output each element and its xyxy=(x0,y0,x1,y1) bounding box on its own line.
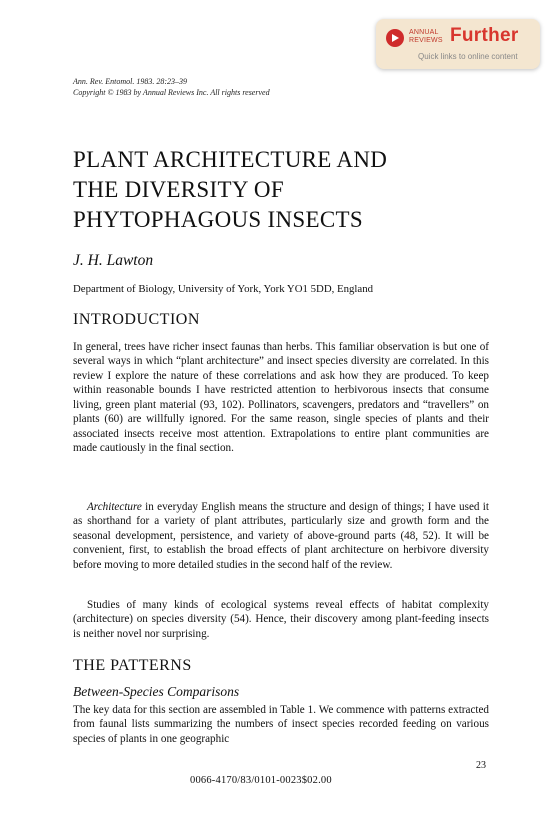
section-heading-introduction: INTRODUCTION xyxy=(73,311,200,328)
author-name: J. H. Lawton xyxy=(73,252,154,269)
copyright-line: Copyright © 1983 by Annual Reviews Inc. All rights reserved xyxy=(73,88,270,97)
patterns-paragraph-1 xyxy=(73,703,489,746)
badge-further-label: Further xyxy=(450,25,519,46)
intro-paragraph-1-text: In general, trees have richer insect faunas than herbs. This familiar observation is but one of several ways in which “plant architecture” and insect species diversity are correlated. In this review I explore the nature of these correlations and ask how they are produced. To keep within reasonable bounds I have restricted attention to herbivorous insects that consume living, green plant material (93, 102). Pollinators, scavengers, predators and “travellers” on plants (60) are willfully ignored. For the same reason, single species of plants and their associated insects receive most attention. Extrapolations to entire plant communities are made cautiously in the final section. xyxy=(73,341,489,455)
architecture-term: Architecture xyxy=(87,501,142,513)
intro-paragraph-3 xyxy=(73,598,489,641)
article-code-footer: 0066-4170/83/0101-0023$02.00 xyxy=(190,775,332,786)
badge-subtitle: Quick links to online content xyxy=(418,52,518,61)
annual-reviews-further-badge[interactable] xyxy=(376,19,540,69)
intro-paragraph-2 xyxy=(73,500,489,572)
badge-line-annual: ANNUAL xyxy=(409,29,439,36)
subsection-heading-between-species: Between-Species Comparisons xyxy=(73,684,240,699)
author-affiliation: Department of Biology, University of York, York YO1 5DD, England xyxy=(73,283,373,295)
page-number: 23 xyxy=(476,760,486,771)
section-heading-patterns: THE PATTERNS xyxy=(73,657,192,674)
patterns-paragraph-1-text: The key data for this section are assembled in Table 1. We commence with patterns extracted from faunal lists summarizing the numbers of insect species recorded feeding on various species of plants in one geographic xyxy=(73,704,489,745)
badge-brand-small xyxy=(409,29,443,45)
badge-line-reviews: REVIEWS xyxy=(409,37,443,44)
intro-paragraph-2-text: in everyday English means the structure and design of things; I have used it as shorthand for a variety of plant attributes, particularly size and growth form and the seasonal development, persistence, and variety of above-ground parts (48, 52). It will be convenient, first, to establish the broad effects of plant architecture on herbivore diversity before moving to more detailed studies in the second half of the review. xyxy=(73,501,489,571)
journal-citation: Ann. Rev. Entomol. 1983. 28:23–39 xyxy=(73,77,188,86)
intro-paragraph-3-text: Studies of many kinds of ecological systems reveal effects of habitat complexity (architecture) on species diversity (54). Hence, their discovery among plant-feeding insects is neither novel nor surprising. xyxy=(73,599,489,640)
intro-paragraph-1 xyxy=(73,340,489,456)
article-title: PLANT ARCHITECTURE AND THE DIVERSITY OF PHYTOPHAGOUS INSECTS xyxy=(73,147,388,232)
annual-reviews-logo-icon xyxy=(386,29,404,47)
